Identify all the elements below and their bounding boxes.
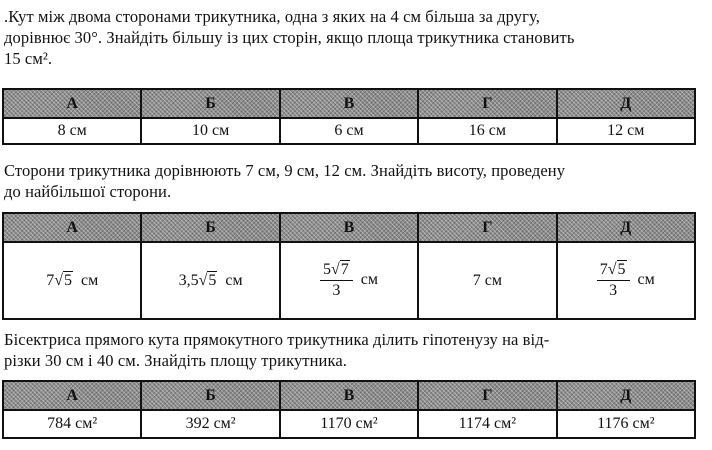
answer-option-b: 10 см	[141, 118, 279, 144]
answer-option-a: 784 см²	[3, 410, 141, 438]
problem-3-line-1: Бісектриса прямого кута прямокутного трикутника ділить гіпотенузу на від-	[4, 330, 550, 349]
answer-header-h: Г	[418, 213, 556, 242]
problem-1-line-2: дорівнює 30°. Знайдіть більшу із цих сторін, якщо площа трикутника становить	[4, 28, 575, 47]
answer-option-v: 6 см	[280, 118, 418, 144]
answer-option-a: 8 см	[3, 118, 141, 144]
radical-expression: 3,5√5	[178, 271, 217, 289]
answer-header-v: В	[280, 381, 418, 410]
answer-option-v: 1170 см²	[280, 410, 418, 438]
problem-1-text	[4, 6, 704, 69]
answer-header-b: Б	[141, 213, 279, 242]
problem-3-answer-table	[2, 380, 696, 439]
answer-option-b: 3,5√5 см	[141, 242, 279, 319]
problem-3-text	[4, 329, 704, 371]
answer-header-a: А	[3, 381, 141, 410]
answer-option-b: 392 см²	[141, 410, 279, 438]
answer-header-h: Г	[418, 89, 556, 118]
answer-header-a: А	[3, 89, 141, 118]
answer-option-d: 1176 см²	[557, 410, 695, 438]
answer-option-d: 12 см	[557, 118, 695, 144]
answer-header-d: Д	[557, 213, 695, 242]
answer-option-v: $\frac{5√7}{3}$ см	[280, 242, 418, 319]
problem-1-line-1: .Кут між двома сторонами трикутника, одна з яких на 4 см більша за другу,	[4, 7, 540, 26]
problem-2-line-2: до найбільшої сторони.	[4, 182, 172, 201]
fraction: $\frac{5√7}{3}$	[320, 260, 353, 301]
answer-header-v: В	[280, 213, 418, 242]
problem-1-line-3: 15 см².	[4, 49, 53, 68]
problem-2-text	[4, 160, 704, 202]
answer-header-b: Б	[141, 381, 279, 410]
answer-option-d: $\frac{7√5}{3}$ см	[557, 242, 695, 319]
problem-1-answer-table	[2, 88, 696, 145]
answer-header-h: Г	[418, 381, 556, 410]
answer-header-b: Б	[141, 89, 279, 118]
answer-option-a: 7√5 см	[3, 242, 141, 319]
fraction: $\frac{7√5}{3}$	[597, 260, 630, 301]
answer-header-a: А	[3, 213, 141, 242]
answer-header-v: В	[280, 89, 418, 118]
answer-header-d: Д	[557, 381, 695, 410]
problem-2-answer-table	[2, 212, 696, 320]
radical-expression: 7√5	[46, 271, 72, 289]
answer-header-d: Д	[557, 89, 695, 118]
problem-2-line-1: Сторони трикутника дорівнюють 7 см, 9 см, 12 см. Знайдіть висоту, проведену	[4, 161, 566, 180]
problem-3-line-2: різки 30 см і 40 см. Знайдіть площу трикутника.	[4, 351, 347, 370]
answer-option-h: 16 см	[418, 118, 556, 144]
answer-option-h: 7 см	[418, 242, 556, 319]
answer-option-h: 1174 см²	[418, 410, 556, 438]
